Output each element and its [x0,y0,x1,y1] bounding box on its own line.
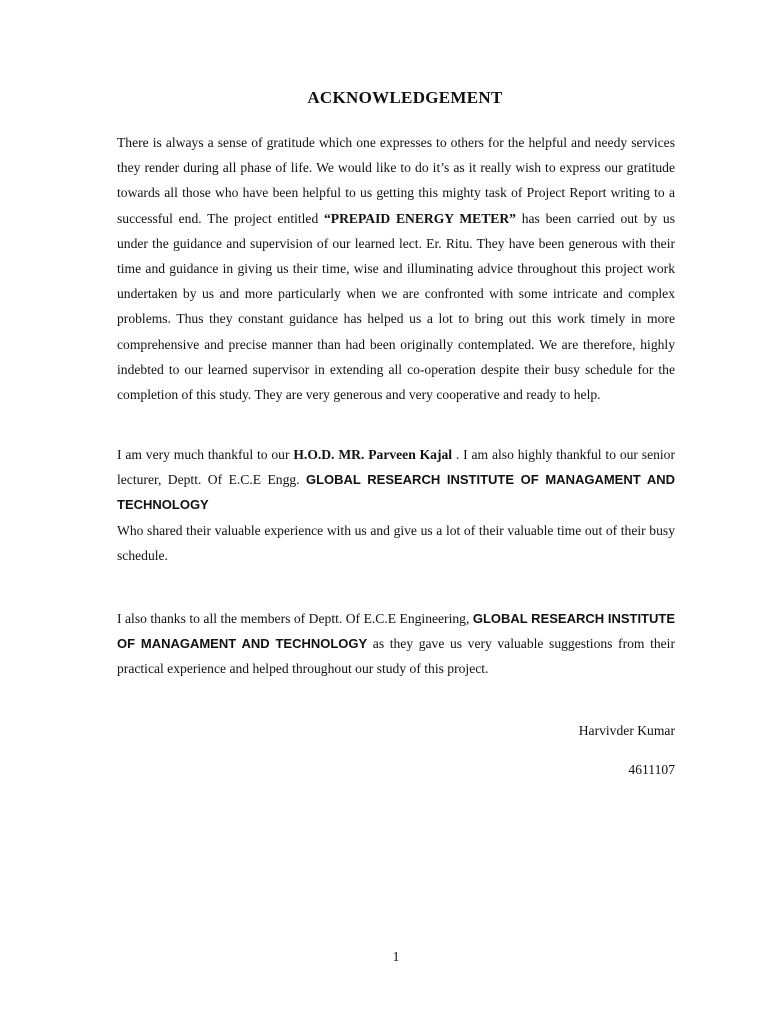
paragraph-text: . I am also highly thankful to our senior lecturer, Deptt. Of E.C.E Engg. [117,447,675,488]
signature-name: Harvivder Kumar [578,723,675,738]
paragraph-gratitude [117,130,675,407]
paragraph-text: Who shared their valuable experience with us and give us a lot of their valuable time out of their busy schedule. [117,522,675,563]
paragraph-hod-thanks [117,442,675,568]
project-title: “PREPAID ENERGY METER” [324,210,516,226]
institute-name: GLOBAL RESEARCH INSTITUTE OF MANAGAMENT AND TECHNOLOGY [117,472,675,513]
page-title: ACKNOWLEDGEMENT [307,88,503,107]
signature-roll-number: 4611107 [628,762,675,777]
paragraph-text: I am very much thankful to our [117,447,294,462]
paragraph-text: I also thanks to all the members of Deptt. Of E.C.E Engineering, [117,611,473,626]
paragraph-text: There is always a sense of gratitude which one expresses to others for the helpful and needy services they render during all phase of life. We would like to do it’s as it really wish to express our gratitude towards all those who have been helpful to us getting this mighty task of Project Report writing to a successful end. The project entitled [117,135,675,226]
institute-name: GLOBAL RESEARCH INSTITUTE OF MANAGAMENT AND TECHNOLOGY [117,611,675,652]
page-number: 1 [392,949,400,964]
paragraph-department-thanks [117,606,675,682]
hod-name: H.O.D. MR. Parveen Kajal [293,447,453,462]
paragraph-text: as they gave us very valuable suggestions from their practical experience and helped throughout our study of this project. [117,636,675,677]
paragraph-text: has been carried out by us under the guidance and supervision of our learned lect. Er. Ritu. They have been generous with their time and guidance in giving us their time, wise and illuminating advice throughout this project work undertaken by us and more particularly when we are confronted with some intricate and complex problems. Thus they constant guidance has helped us a lot to bring out this work timely in more comprehensive and precise manner than had been originally contemplated. We are therefore, highly indebted to our learned supervisor in extending all co-operation despite their busy schedule for the completion of this study. They are very generous and very cooperative and ready to help. [117,210,675,403]
